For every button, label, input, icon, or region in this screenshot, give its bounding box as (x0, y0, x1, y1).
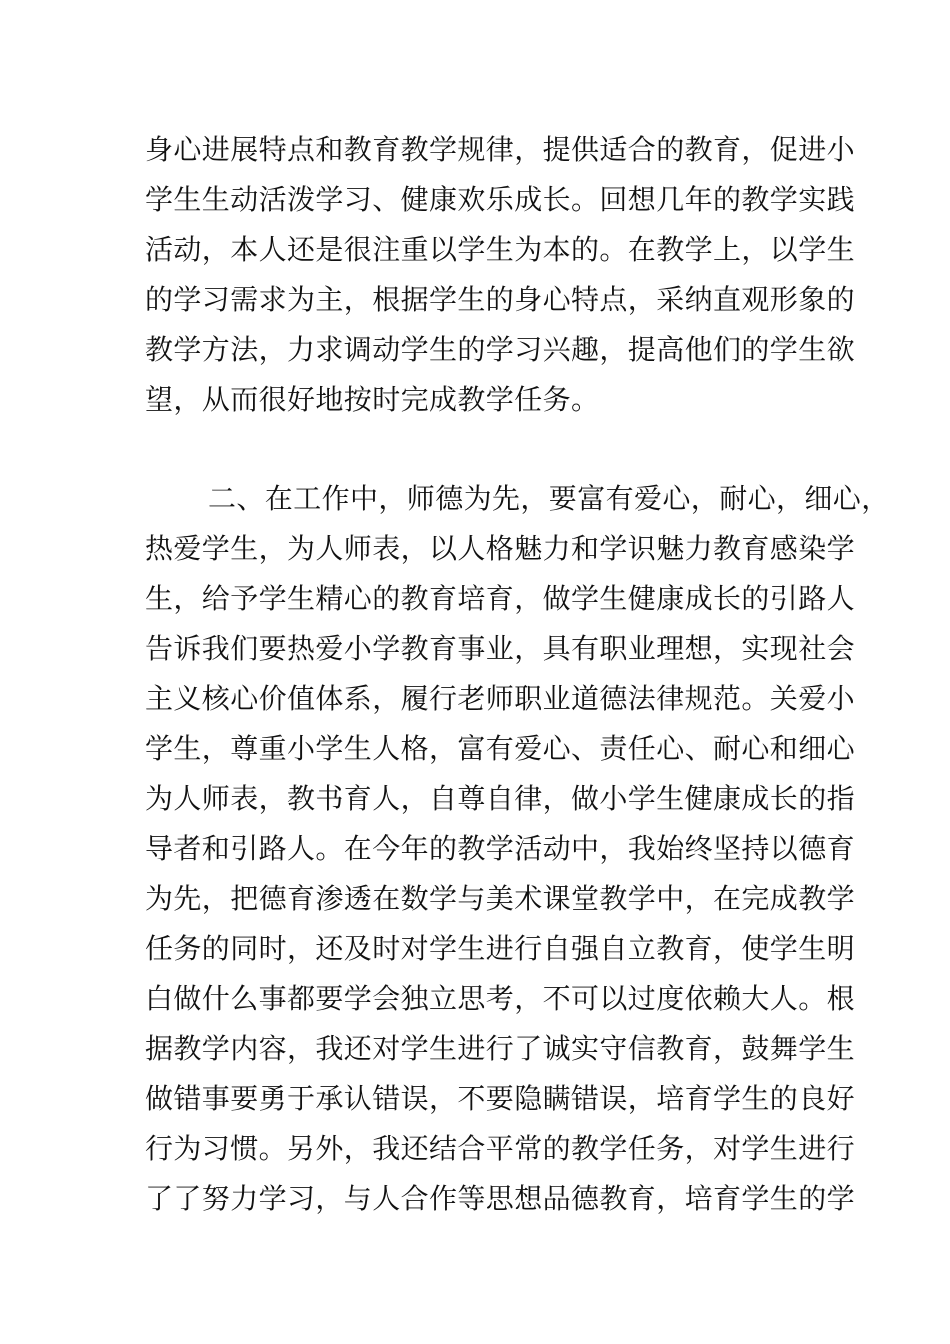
text-line: 任务的同时，还及时对学生进行自强自立教育，使学生明 (145, 932, 856, 965)
text-line: 白做什么事都要学会独立思考，不可以过度依赖大人。根 (145, 982, 856, 1015)
text-line: 学生，尊重小学生人格，富有爱心、责任心、耐心和细心 (145, 732, 856, 765)
text-line: 行为习惯。另外，我还结合平常的教学任务，对学生进行 (145, 1132, 856, 1165)
text-line: 身心进展特点和教育教学规律，提供适合的教育，促进小 (145, 133, 856, 166)
text-line: 做错事要勇于承认错误，不要隐瞒错误，培育学生的良好 (145, 1082, 856, 1115)
text-line: 生，给予学生精心的教育培育，做学生健康成长的引路人 (145, 582, 856, 615)
text-line: 为先，把德育渗透在数学与美术课堂教学中，在完成教学 (145, 882, 856, 915)
text-line: 教学方法，力求调动学生的学习兴趣，提高他们的学生欲 (145, 333, 856, 366)
text-line: 据教学内容，我还对学生进行了诚实守信教育，鼓舞学生 (145, 1032, 856, 1065)
text-line: 望，从而很好地按时完成教学任务。 (145, 383, 600, 416)
text-line: 的学习需求为主，根据学生的身心特点，采纳直观形象的 (145, 283, 856, 316)
text-line: 告诉我们要热爱小学教育事业，具有职业理想，实现社会 (145, 632, 856, 665)
text-line: 热爱学生，为人师表，以人格魅力和学识魅力教育感染学 (145, 532, 856, 565)
text-line: 二、在工作中，师德为先，要富有爱心，耐心，细心， (208, 482, 890, 515)
text-line: 学生生动活泼学习、健康欢乐成长。回想几年的教学实践 (145, 183, 856, 216)
text-line: 为人师表，教书育人，自尊自律，做小学生健康成长的指 (145, 782, 856, 815)
text-line: 主义核心价值体系，履行老师职业道德法律规范。关爱小 (145, 682, 856, 715)
text-line: 导者和引路人。在今年的教学活动中，我始终坚持以德育 (145, 832, 856, 865)
text-line: 活动，本人还是很注重以学生为本的。在教学上，以学生 (145, 233, 856, 266)
text-line: 了了努力学习，与人合作等思想品德教育，培育学生的学 (145, 1182, 856, 1215)
